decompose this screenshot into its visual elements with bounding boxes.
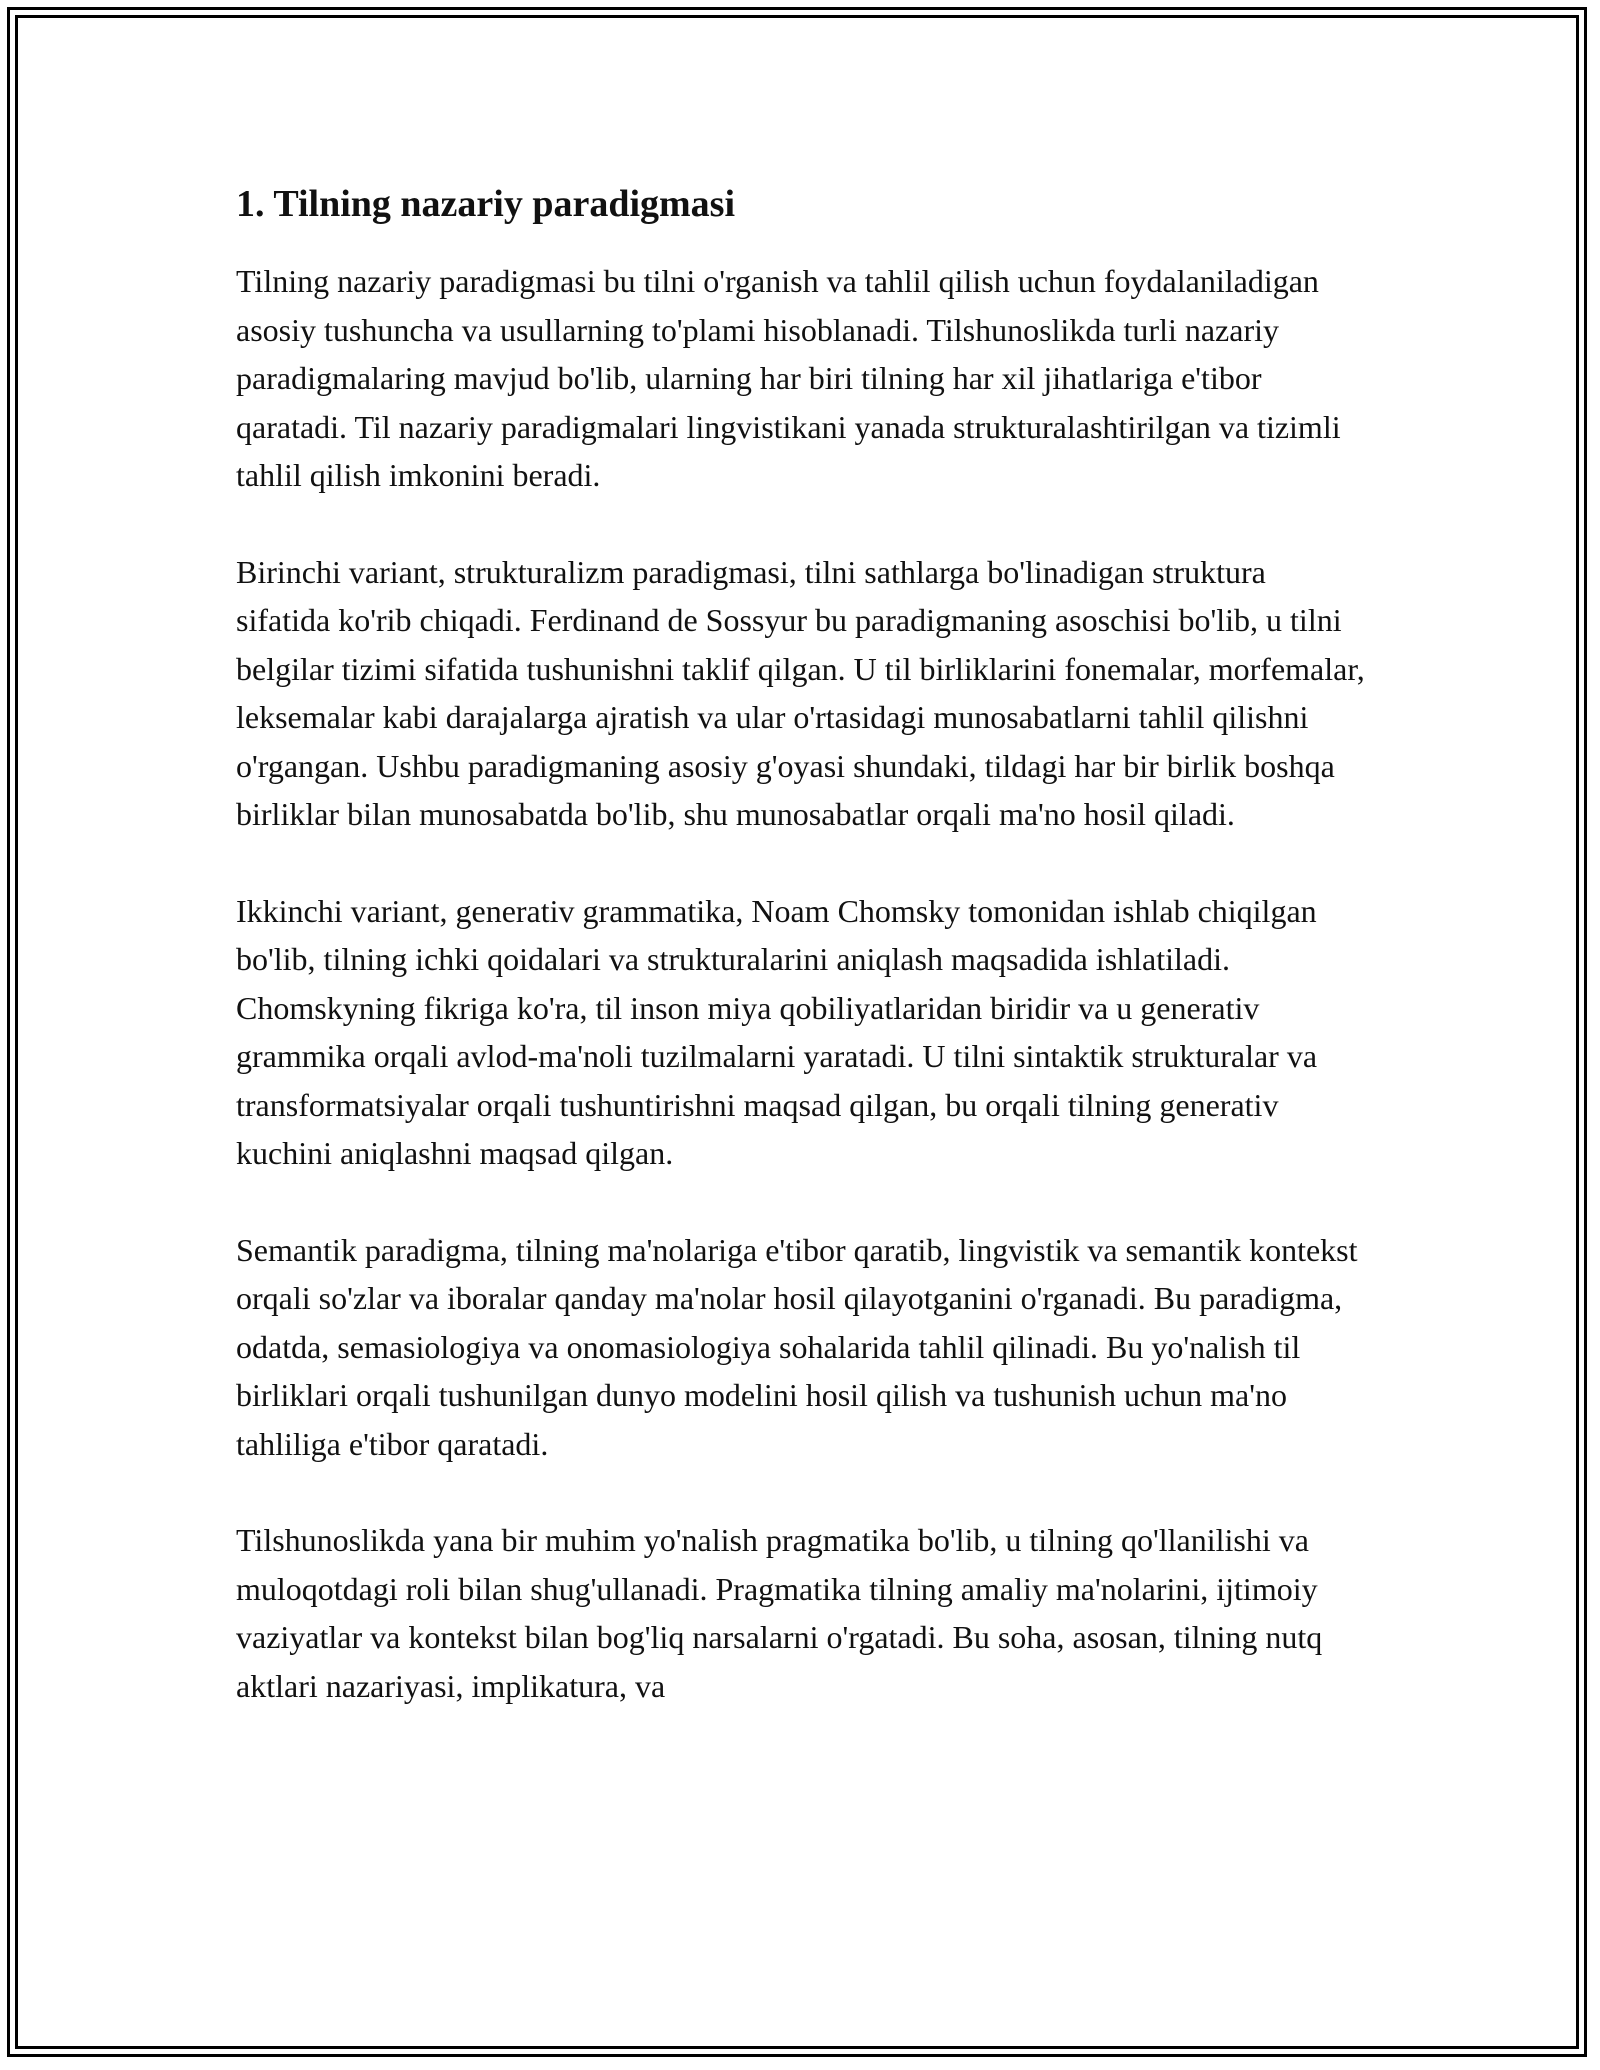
- paragraph-semantic: Semantik paradigma, tilning ma'nolariga e'tibor qaratib, lingvistik va semantik kontekst orqali so'zlar va iboralar qanday ma'nolar hosil qilayotganini o'rganadi. Bu paradigma, odatda, semasiologiya va onomasiologiya sohalarida tahlil qilinadi. Bu yo'nalish til birliklari orqali tushunilgan dunyo modelini hosil qilish va tushunish uchun ma'no tahliliga e'tibor qaratadi.: [236, 1231, 1358, 1462]
- section-heading: 1. Tilning nazariy paradigmasi: [236, 183, 736, 225]
- document-body: [236, 180, 1366, 1758]
- paragraph-generative-grammar: Ikkinchi variant, generativ grammatika, Noam Chomsky tomonidan ishlab chiqilgan bo'lib, tilning ichki qoidalari va strukturalarini aniqlash maqsadida ishlatiladi. Chomskyning fikriga ko'ra, til inson miya qobiliyatlaridan biridir va u generativ grammika orqali avlod-ma'noli tuzilmalarni yaratadi. U tilni sintaktik strukturalar va transformatsiyalar orqali tushuntirishni maqsad qilgan, bu orqali tilning generativ kuchini aniqlashni maqsad qilgan.: [236, 892, 1318, 1172]
- paragraph-intro: Tilning nazariy paradigmasi bu tilni o'rganish va tahlil qilish uchun foydalaniladigan asosiy tushuncha va usullarning to'plami hisoblanadi. Tilshunoslikda turli nazariy paradigmalaring mavjud bo'lib, ularning har biri tilning har xil jihatlariga e'tibor qaratadi. Til nazariy paradigmalari lingvistikani yanada strukturalashtirilgan va tizimli tahlil qilish imkonini beradi.: [236, 263, 1341, 494]
- paragraph-pragmatics: Tilshunoslikda yana bir muhim yo'nalish pragmatika bo'lib, u tilning qo'llanilishi va muloqotdagi roli bilan shug'ullanadi. Pragmatika tilning amaliy ma'nolarini, ijtimoiy vaziyatlar va kontekst bilan bog'liq narsalarni o'rgatadi. Bu soha, asosan, tilning nutq aktlari nazariyasi, implikatura, va: [236, 1522, 1323, 1704]
- paragraph-structuralism: Birinchi variant, strukturalizm paradigmasi, tilni sathlarga bo'linadigan struktura sifatida ko'rib chiqadi. Ferdinand de Sossyur bu paradigmaning asoschisi bo'lib, u tilni belgilar tizimi sifatida tushunishni taklif qilgan. U til birliklarini fonemalar, morfemalar, leksemalar kabi darajalarga ajratish va ular o'rtasidagi munosabatlarni tahlil qilishni o'rgangan. Ushbu paradigmaning asosiy g'oyasi shundaki, tildagi har bir birlik boshqa birliklar bilan munosabatda bo'lib, shu munosabatlar orqali ma'no hosil qiladi.: [236, 553, 1365, 833]
